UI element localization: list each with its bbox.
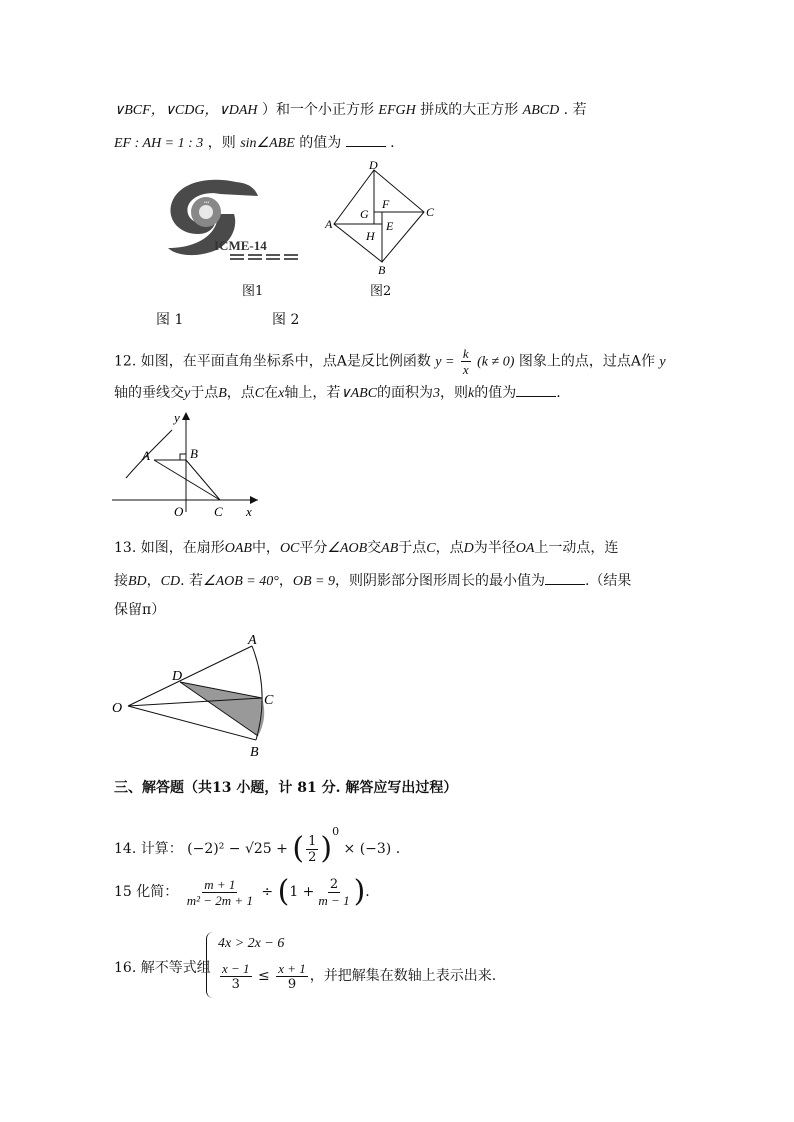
q14-expr: × (−3) .: [343, 841, 401, 857]
q13-var: ∠AOB = 40°: [203, 574, 279, 589]
q14-exponent: 0: [332, 825, 340, 838]
q13-var: ∠AOB: [327, 541, 368, 556]
q15-fraction-2: [316, 877, 351, 908]
label-C: C: [214, 504, 223, 519]
q15-line: [114, 872, 370, 912]
label-B: B: [378, 263, 386, 277]
q12-func-y: y =: [435, 354, 455, 370]
label-C: C: [426, 205, 435, 219]
q13-line-2: [114, 570, 631, 592]
svg-text:•••: •••: [204, 201, 210, 206]
paren-close: ): [320, 831, 333, 866]
label-A: A: [248, 633, 257, 648]
q12-text: 的值为: [474, 385, 517, 401]
q15-label: 化简：: [136, 884, 179, 900]
q11-square-figure: [322, 158, 440, 278]
q12-text: 如图，在平面直角坐标系中，点A是反比例函数: [140, 353, 431, 370]
label-C: C: [264, 693, 274, 708]
q12-number: 12.: [114, 353, 137, 370]
label-H: H: [366, 229, 375, 243]
paren-open: (: [292, 831, 305, 866]
frac-den: x: [462, 362, 469, 377]
q11-line-2: [114, 132, 395, 154]
q11-text: ）和一个小正方形: [261, 102, 374, 118]
q11-text: . 若: [563, 102, 587, 118]
q13-text: 为半径: [473, 540, 516, 556]
q15-expr: 1 +: [289, 884, 315, 900]
icme-logo-figure: [158, 174, 308, 270]
q13-var: OA: [515, 541, 535, 556]
q13-line-1: [114, 538, 618, 559]
q13-text: 平分: [299, 540, 328, 556]
fig1-label: 图1: [242, 284, 264, 299]
q12-text: ，点: [226, 385, 255, 401]
label-B: B: [190, 446, 198, 461]
q13-var: OAB: [224, 541, 252, 556]
q12-text: 轴上，若: [284, 385, 341, 401]
q12-var: C: [254, 386, 265, 401]
q12-var: k: [468, 386, 475, 401]
q16-number: 16.: [114, 960, 137, 976]
q14-fraction: [306, 834, 318, 865]
q12-line-2: [114, 382, 561, 404]
q12-func-cond: (k ≠ 0): [477, 354, 515, 370]
q13-text: ，点: [435, 540, 464, 556]
q12-var: 3: [433, 386, 441, 401]
q11-text: .: [390, 135, 395, 151]
q12-text: .: [556, 385, 561, 401]
label-D: D: [369, 158, 378, 172]
q16-ineq-1: 4x > 2x − 6: [218, 936, 285, 951]
caption-2: 图 2: [272, 312, 300, 328]
q14-number: 14.: [114, 841, 137, 857]
q13-var: C: [426, 541, 436, 556]
label-G: G: [360, 207, 369, 221]
frac-den: 9: [287, 976, 297, 992]
q16-block: [114, 932, 674, 1002]
q13-sector-figure: [108, 632, 288, 760]
caption-1: 图 1: [156, 312, 184, 328]
frac-num: 1: [308, 833, 317, 849]
q11-text: 拼成的大正方形: [420, 102, 519, 118]
frac-den: 2: [308, 849, 317, 865]
q13-text: 接: [114, 573, 128, 589]
q11-answer-blank[interactable]: [346, 132, 386, 147]
q12-answer-blank[interactable]: [516, 382, 556, 397]
frac-num: 2: [329, 876, 339, 892]
q12-line-1: [114, 346, 666, 377]
q12-coordinate-figure: [108, 408, 268, 520]
q16-fraction-1: [220, 961, 252, 992]
q15-number: 15: [114, 884, 132, 900]
q15-fraction-1: [185, 877, 255, 908]
q11-sin: sin∠ABE: [240, 136, 295, 151]
paren-open: (: [277, 874, 290, 909]
q13-var: BD: [128, 574, 147, 589]
q11-text: ，则: [207, 135, 236, 151]
q16-le: ≤: [258, 968, 270, 984]
q12-text: 轴的垂线交: [114, 385, 184, 401]
q13-text: ，: [278, 573, 293, 589]
axis-x-label: x: [246, 504, 252, 519]
q14-expr: (−2)² − √25 +: [187, 841, 288, 857]
q16-tail: ，并把解集在数轴上表示出来.: [309, 968, 497, 984]
label-D: D: [172, 669, 183, 684]
q12-var: B: [218, 386, 227, 401]
label-A: A: [325, 217, 333, 231]
q13-var: OC: [279, 541, 300, 556]
q13-text: 如图，在扇形: [140, 540, 225, 556]
axis-y-label: y: [174, 410, 180, 425]
frac-den: m − 1: [318, 892, 350, 908]
q13-answer-blank[interactable]: [545, 570, 585, 585]
q16-label-row: [114, 958, 211, 978]
q13-text: 中，: [251, 540, 280, 556]
q16-brace: [206, 932, 213, 998]
q16-label: 解不等式组: [140, 960, 211, 976]
q12-func-fraction: [461, 346, 471, 377]
logo-text: ICME-14: [214, 238, 267, 253]
section-3-title: 三、解答题（共13 小题，计 81 分. 解答应写出过程）: [114, 780, 458, 796]
q15-div: ÷: [261, 884, 274, 900]
q13-text: ，则阴影部分图形周长的最小值为: [334, 573, 545, 589]
q12-text: 的面积为: [377, 385, 434, 401]
q12-var: x: [278, 386, 285, 401]
q11-big-square: ABCD: [522, 103, 560, 118]
q13-text: .（结果: [584, 573, 632, 589]
q16-ineq-2: [218, 956, 496, 996]
frac-den: 3: [231, 976, 240, 992]
frac-num: x + 1: [278, 960, 306, 976]
label-O: O: [112, 701, 123, 716]
paren-close: ): [353, 874, 366, 909]
q13-text: . 若: [180, 573, 204, 589]
q12-var: y: [659, 354, 666, 370]
q13-line-3: 保留π）: [114, 602, 166, 618]
q11-triangles: ∨BCF，∨CDG，∨DAH: [114, 103, 258, 118]
q14-line: [114, 812, 400, 869]
q11-line-1: [114, 100, 587, 121]
q13-var: OB = 9: [292, 574, 335, 589]
frac-den: m² − 2m + 1: [186, 892, 253, 908]
label-B: B: [250, 745, 259, 760]
q13-text: ，: [146, 573, 161, 589]
frac-num: m + 1: [204, 876, 236, 892]
q13-var: D: [463, 541, 474, 556]
q11-text: 的值为: [299, 135, 342, 151]
q12-text: 在: [264, 385, 279, 401]
frac-num: x − 1: [222, 960, 250, 976]
q16-fraction-2: [276, 961, 308, 992]
q13-number: 13.: [114, 540, 137, 556]
frac-num: k: [462, 346, 469, 361]
q13-text: 于点: [398, 540, 427, 556]
q12-text: 图象上的点，过点A作: [518, 353, 655, 370]
q15-end: .: [365, 884, 370, 900]
q11-ratio: EF : AH = 1 : 3: [114, 136, 204, 151]
q12-text: 于点: [190, 385, 219, 401]
label-F: F: [382, 197, 390, 211]
q13-text: 上一动点，连: [534, 540, 619, 556]
q12-text: ，则: [440, 385, 469, 401]
q13-var: CD: [160, 574, 181, 589]
q13-var: AB: [381, 541, 399, 556]
q14-label: 计算：: [140, 841, 183, 857]
q12-var: y: [184, 386, 191, 401]
q11-small-square: EFGH: [378, 103, 416, 118]
label-E: E: [386, 219, 394, 233]
fig2-label: 图2: [370, 284, 392, 299]
q13-text: 交: [367, 540, 382, 556]
label-A: A: [142, 448, 150, 463]
q12-var: ∨ABC: [340, 386, 378, 401]
label-O: O: [174, 504, 184, 519]
